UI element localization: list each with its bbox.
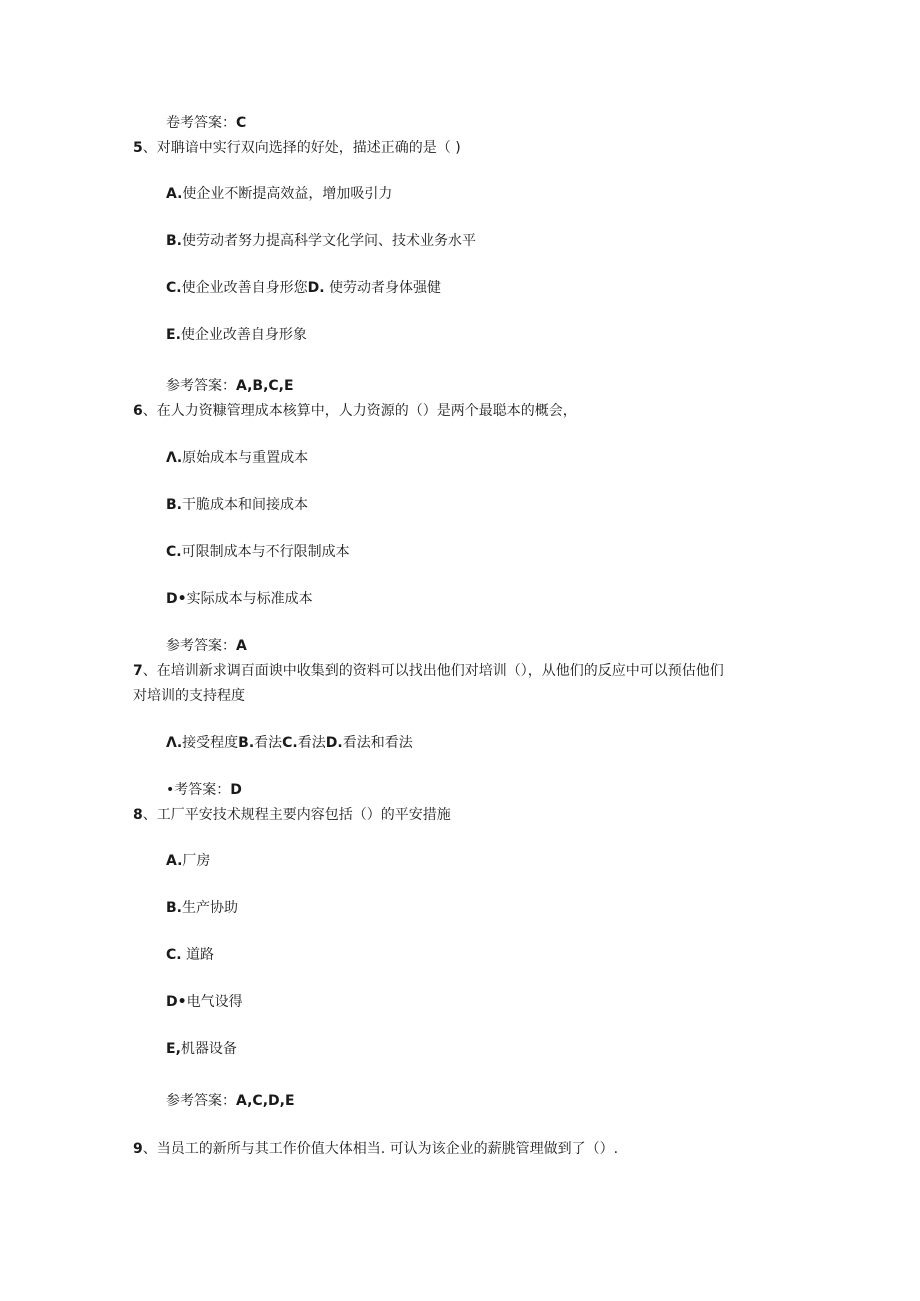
option-label: C. xyxy=(166,544,182,560)
option-label: B. xyxy=(166,900,182,916)
answer-prefix: 卷考答案： xyxy=(166,115,236,131)
option-line xyxy=(166,325,307,345)
answer-value: A,C,D,E xyxy=(236,1093,295,1109)
option-label: B. xyxy=(238,735,255,751)
question-6 xyxy=(133,401,577,421)
option-label: B. xyxy=(166,497,182,513)
option-label: A. xyxy=(166,186,183,202)
option-line xyxy=(166,898,238,918)
option-text: 使劳动者身体强健 xyxy=(324,280,441,296)
option-line xyxy=(166,231,476,251)
option-label: D. xyxy=(307,280,325,296)
option-label: A. xyxy=(166,853,183,869)
option-line xyxy=(166,733,413,753)
answer-line xyxy=(166,636,247,656)
option-line xyxy=(166,851,210,871)
option-label: D• xyxy=(166,994,187,1010)
answer-value: A xyxy=(236,638,247,654)
question-7 xyxy=(133,661,724,681)
option-line xyxy=(166,184,392,204)
option-line xyxy=(166,992,243,1012)
question-number: 6 xyxy=(133,403,143,419)
option-text: 原始成本与重置成本 xyxy=(182,450,309,466)
answer-value: D xyxy=(230,782,242,798)
answer-prefix: 参考答案： xyxy=(166,1093,236,1109)
answer-value: C xyxy=(236,115,247,131)
option-text: 生产协助 xyxy=(182,900,238,916)
question-text: 、当员工的新所与其工作价值大体相当. 可认为该企业的薪朓管理做到了（）. xyxy=(142,1141,619,1157)
answer-line xyxy=(166,1091,295,1111)
option-label: C. xyxy=(166,280,182,296)
question-5 xyxy=(133,138,461,158)
answer-prefix: 参考答案： xyxy=(166,638,236,654)
answer-prefix: •考答案： xyxy=(166,782,231,798)
question-7-continuation xyxy=(133,686,245,706)
option-text: 电气设得 xyxy=(186,994,243,1010)
question-number: 8 xyxy=(133,807,143,823)
option-text: 干脆成本和间接成本 xyxy=(182,497,308,513)
answer-line xyxy=(166,780,242,800)
question-number: 5 xyxy=(133,140,143,156)
question-number: 9 xyxy=(133,1141,143,1157)
option-line xyxy=(166,448,308,468)
answer-value: A,B,C,E xyxy=(236,378,294,394)
question-text: 、工厂平安技术规程主要内容包括（）的平安措施 xyxy=(142,807,451,823)
option-label: E. xyxy=(166,327,181,343)
question-9 xyxy=(133,1139,618,1159)
option-label: Λ. xyxy=(166,735,183,751)
option-label: D. xyxy=(325,735,343,751)
option-text: 看法和看法 xyxy=(342,735,413,751)
option-label: D• xyxy=(166,591,187,607)
answer-prefix: 参考答案： xyxy=(166,378,236,394)
question-text: 、在培训新求调百面谀中收集到的资料可以找出他们对培训（），从他们的反应中可以预估他们 xyxy=(142,663,724,679)
option-text: 厂房 xyxy=(182,853,211,869)
option-label: C. xyxy=(166,947,182,963)
option-line xyxy=(166,1039,237,1059)
option-label: B. xyxy=(166,233,182,249)
option-text: 机器设备 xyxy=(180,1041,237,1057)
option-label: C. xyxy=(282,735,298,751)
option-text: 道路 xyxy=(181,947,215,963)
option-line xyxy=(166,542,350,562)
question-number: 7 xyxy=(133,663,143,679)
question-8 xyxy=(133,805,451,825)
option-text: 使企业不断提高效益，增加吸引力 xyxy=(182,186,393,202)
option-line xyxy=(166,945,214,965)
answer-line xyxy=(166,376,294,396)
question-text: 、对聃谙中实行双向选择的好处，描述正确的是（ ) xyxy=(142,140,461,156)
option-text: 实际成本与标准成本 xyxy=(186,591,313,607)
option-text: 看法 xyxy=(297,735,326,751)
option-line xyxy=(166,589,313,609)
option-line xyxy=(166,278,441,298)
question-text: 对培训的支持程度 xyxy=(133,688,245,704)
question-text: 、在人力资糠管理成本核算中，人力资源的（）是两个最聪本的概会， xyxy=(142,403,577,419)
option-text: 使劳动者努力提高科学文化学问、技术业务水平 xyxy=(182,233,476,249)
option-text: 可限制成本与不行限制成本 xyxy=(181,544,350,560)
option-text: 使企业改善自身形您 xyxy=(181,280,308,296)
option-label: E, xyxy=(166,1041,181,1057)
option-text: 接受程度 xyxy=(182,735,239,751)
option-label: Λ. xyxy=(166,450,183,466)
option-text: 看法 xyxy=(254,735,283,751)
answer-line xyxy=(166,113,246,133)
option-line xyxy=(166,495,308,515)
option-text: 使企业改善自身形象 xyxy=(180,327,307,343)
